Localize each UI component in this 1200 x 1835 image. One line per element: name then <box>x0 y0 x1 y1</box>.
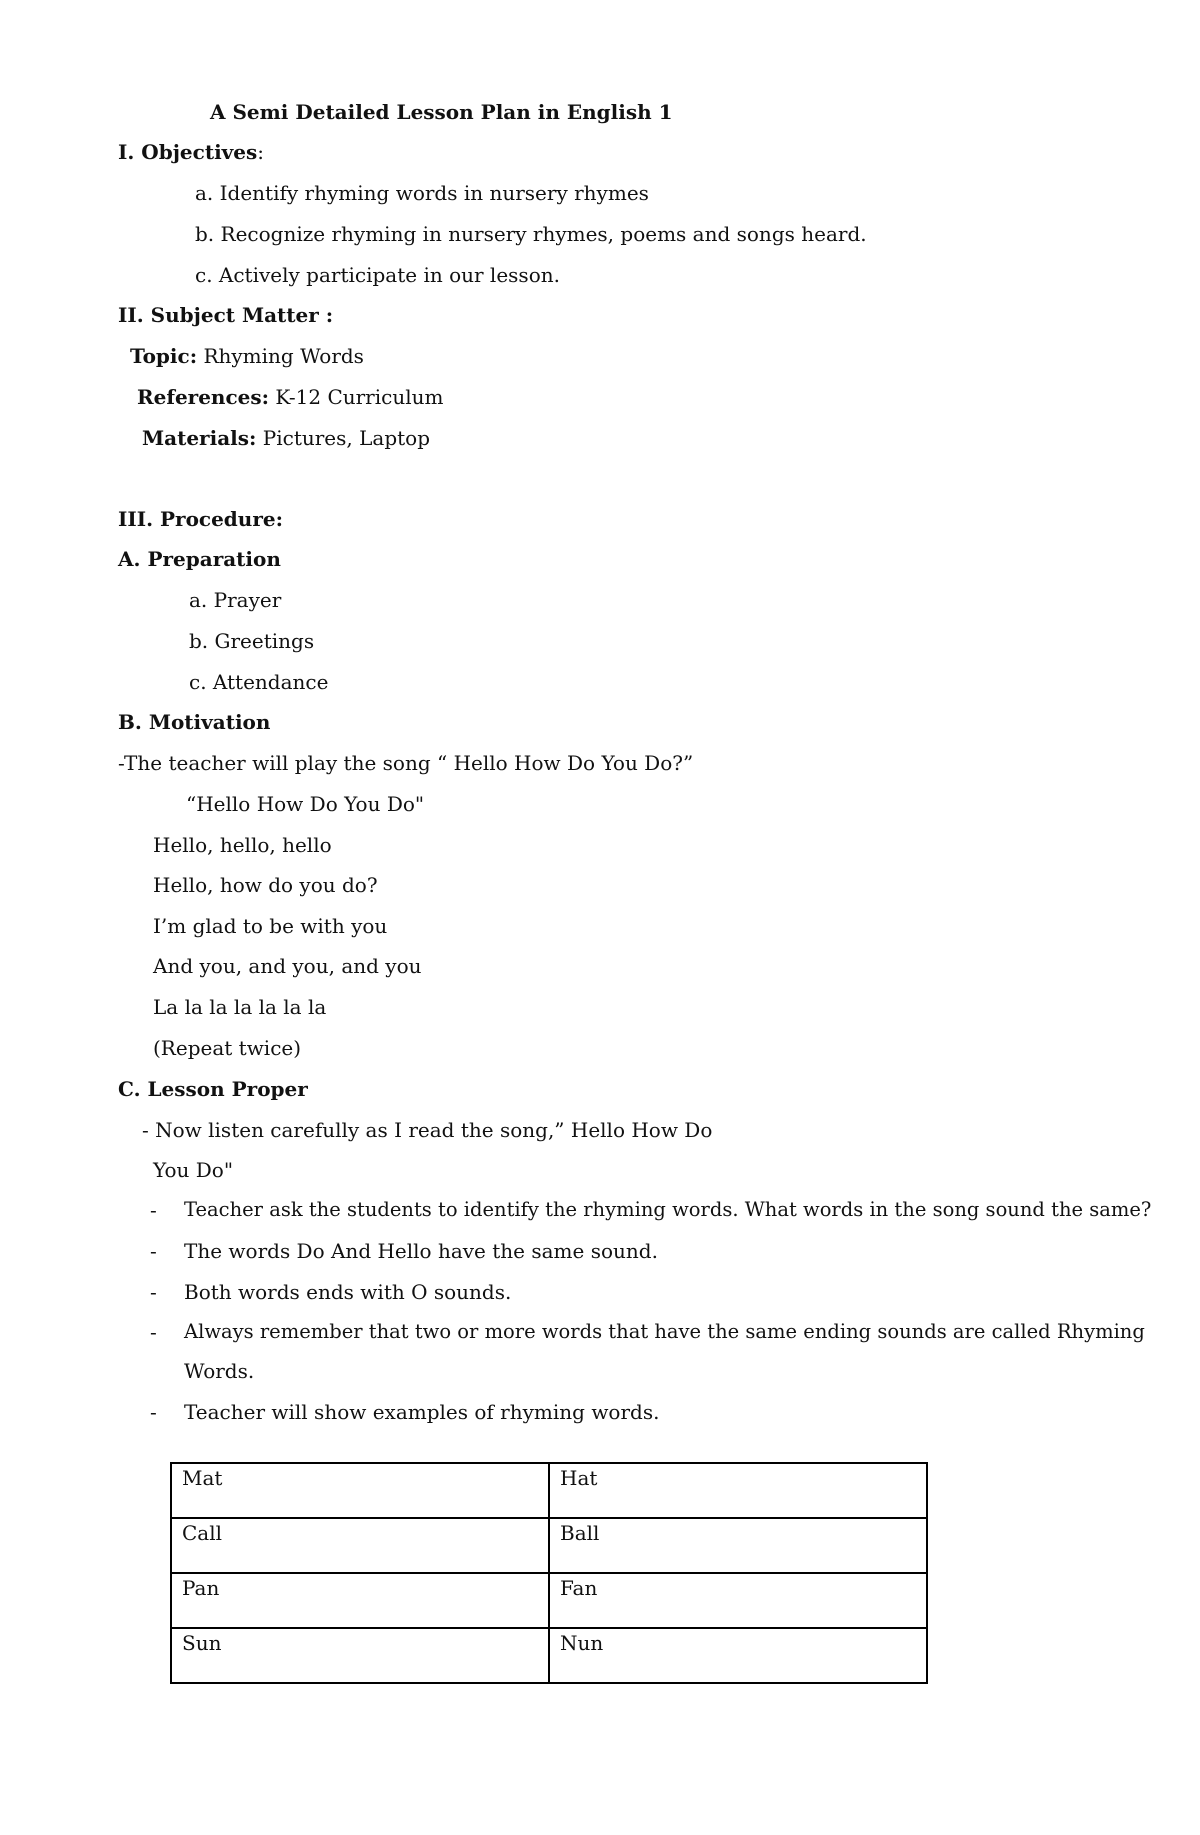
topic-value: Rhyming Words <box>203 344 364 368</box>
topic-label: Topic: <box>130 344 198 368</box>
bullet-dash: - <box>150 1320 157 1344</box>
table-cell: Fan <box>549 1573 927 1628</box>
materials-line <box>142 426 430 450</box>
lesson-intro-line-2: You Do" <box>153 1158 234 1182</box>
objective-item: b. Recognize rhyming in nursery rhymes, poems and songs heard. <box>195 222 867 246</box>
preparation-item: c. Attendance <box>189 670 329 694</box>
procedure-heading: III. Procedure: <box>118 507 283 531</box>
table-cell: Sun <box>171 1628 549 1683</box>
song-title: “Hello How Do You Do" <box>186 792 425 816</box>
materials-value: Pictures, Laptop <box>262 426 431 450</box>
song-lyric: (Repeat twice) <box>153 1036 302 1060</box>
references-label: References: <box>137 385 270 409</box>
preparation-heading: A. Preparation <box>118 547 281 571</box>
lesson-bullet: Always remember that two or more words that have the same ending sounds are called Rhyming <box>184 1320 1145 1343</box>
table-row <box>171 1573 927 1628</box>
lesson-intro-line-1: - Now listen carefully as I read the song,” Hello How Do <box>142 1118 713 1142</box>
table-cell: Nun <box>549 1628 927 1683</box>
bullet-dash: - <box>150 1400 157 1424</box>
song-lyric: La la la la la la la <box>153 995 327 1019</box>
table-row <box>171 1628 927 1683</box>
motivation-heading: B. Motivation <box>118 710 271 734</box>
song-lyric: Hello, how do you do? <box>153 873 378 897</box>
objective-item: a. Identify rhyming words in nursery rhymes <box>195 181 649 205</box>
table-cell: Ball <box>549 1518 927 1573</box>
table-row <box>171 1463 927 1518</box>
subject-matter-heading: II. Subject Matter : <box>118 303 334 327</box>
references-value: K-12 Curriculum <box>275 385 444 409</box>
lesson-bullet: Teacher will show examples of rhyming words. <box>184 1400 660 1424</box>
lesson-bullet: The words Do And Hello have the same sound. <box>184 1239 658 1263</box>
objectives-heading-line <box>118 140 264 164</box>
bullet-dash: - <box>150 1280 157 1304</box>
song-lyric: And you, and you, and you <box>153 954 422 978</box>
bullet-dash: - <box>150 1198 157 1222</box>
objectives-heading: I. Objectives <box>118 140 258 164</box>
lesson-proper-heading: C. Lesson Proper <box>118 1077 308 1101</box>
topic-line <box>130 344 364 368</box>
song-lyric: I’m glad to be with you <box>153 914 388 938</box>
materials-label: Materials: <box>142 426 257 450</box>
table-cell: Pan <box>171 1573 549 1628</box>
document-title: A Semi Detailed Lesson Plan in English 1 <box>210 100 673 124</box>
objective-item: c. Actively participate in our lesson. <box>195 263 560 287</box>
song-lyric: Hello, hello, hello <box>153 833 332 857</box>
lesson-bullet: Both words ends with O sounds. <box>184 1280 512 1304</box>
preparation-item: a. Prayer <box>189 588 282 612</box>
lesson-bullet-continued: Words. <box>184 1359 255 1383</box>
references-line <box>137 385 443 409</box>
bullet-dash: - <box>150 1239 157 1263</box>
motivation-intro: -The teacher will play the song “ Hello How Do You Do?” <box>118 751 694 775</box>
objectives-colon: : <box>257 140 265 164</box>
table-cell: Hat <box>549 1463 927 1518</box>
table-cell: Mat <box>171 1463 549 1518</box>
preparation-item: b. Greetings <box>189 629 315 653</box>
lesson-bullet: Teacher ask the students to identify the rhyming words. What words in the song sound the same? <box>184 1198 1152 1221</box>
table-cell: Call <box>171 1518 549 1573</box>
rhyming-words-table <box>170 1462 928 1684</box>
table-row <box>171 1518 927 1573</box>
